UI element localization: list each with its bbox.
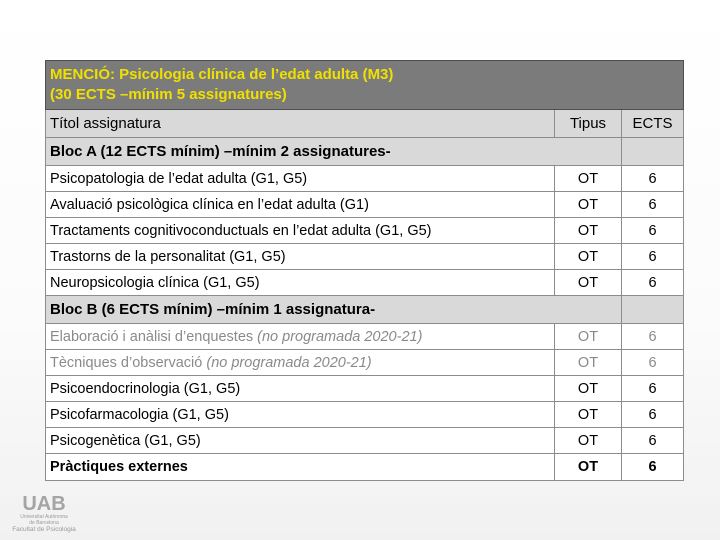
- course-type: OT: [555, 218, 622, 244]
- course-ects: 6: [622, 270, 684, 296]
- bloc-b-label: Bloc B (6 ECTS mínim) –mínim 1 assignatura-: [46, 296, 622, 324]
- uab-logo-line2: de Barcelona: [29, 520, 59, 526]
- table-title-row: [46, 61, 684, 110]
- header-type: Tipus: [555, 110, 622, 138]
- course-type: OT: [555, 244, 622, 270]
- course-name-text: Elaboració i anàlisi d’enquestes: [50, 328, 258, 345]
- table-row: [46, 218, 684, 244]
- header-subject: Títol assignatura: [46, 110, 555, 138]
- bloc-b-row: [46, 296, 684, 324]
- uab-logo-mark: UAB: [22, 493, 66, 515]
- table-row: [46, 428, 684, 454]
- course-name: Psicopatologia de l’edat adulta (G1, G5): [46, 166, 555, 192]
- course-ects: 6: [622, 244, 684, 270]
- course-ects: 6: [622, 402, 684, 428]
- course-ects: 6: [622, 218, 684, 244]
- uab-logo: [10, 494, 78, 534]
- course-name-text: Tècniques d’observació: [50, 354, 207, 371]
- course-type: OT: [555, 350, 622, 376]
- table-row: [46, 166, 684, 192]
- course-note: (no programada 2020-21): [257, 328, 423, 345]
- table-row: [46, 324, 684, 350]
- course-type: OT: [555, 324, 622, 350]
- table-row: [46, 402, 684, 428]
- bloc-a-blank: [622, 138, 684, 166]
- course-name: Psicoendocrinologia (G1, G5): [46, 376, 555, 402]
- course-name: [46, 324, 555, 350]
- course-type: OT: [555, 166, 622, 192]
- course-name: Psicogenètica (G1, G5): [46, 428, 555, 454]
- course-name: [46, 350, 555, 376]
- uab-logo-line1: Universitat Autònoma: [20, 514, 68, 520]
- table-header-row: [46, 110, 684, 138]
- course-name: Pràctiques externes: [46, 454, 555, 481]
- course-type: OT: [555, 428, 622, 454]
- course-name: Psicofarmacologia (G1, G5): [46, 402, 555, 428]
- course-note: (no programada 2020-21): [206, 354, 372, 371]
- course-ects: 6: [622, 324, 684, 350]
- bloc-a-label: Bloc A (12 ECTS mínim) –mínim 2 assignatures-: [46, 138, 622, 166]
- uab-logo-faculty: Facultat de Psicologia: [12, 526, 76, 533]
- table-row: [46, 454, 684, 481]
- course-ects: 6: [622, 376, 684, 402]
- course-type: OT: [555, 376, 622, 402]
- course-ects: 6: [622, 192, 684, 218]
- course-ects: 6: [622, 350, 684, 376]
- course-ects: 6: [622, 428, 684, 454]
- table-row: [46, 192, 684, 218]
- table-row: [46, 376, 684, 402]
- mention-title: MENCIÓ: Psicologia clínica de l’edat adulta (M3): [50, 66, 394, 83]
- course-name: Tractaments cognitivoconductuals en l’edat adulta (G1, G5): [46, 218, 555, 244]
- course-type: OT: [555, 454, 622, 481]
- course-type: OT: [555, 270, 622, 296]
- course-type: OT: [555, 192, 622, 218]
- table-title-cell: [46, 61, 684, 110]
- course-ects: 6: [622, 166, 684, 192]
- mention-subtitle: (30 ECTS –mínim 5 assignatures): [50, 86, 287, 103]
- course-name: Neuropsicologia clínica (G1, G5): [46, 270, 555, 296]
- course-type: OT: [555, 402, 622, 428]
- course-name: Avaluació psicològica clínica en l’edat adulta (G1): [46, 192, 555, 218]
- table-row: [46, 270, 684, 296]
- courses-table: [45, 60, 684, 481]
- bloc-a-row: [46, 138, 684, 166]
- table-row: [46, 350, 684, 376]
- course-ects: 6: [622, 454, 684, 481]
- bloc-b-blank: [622, 296, 684, 324]
- header-ects: ECTS: [622, 110, 684, 138]
- table-row: [46, 244, 684, 270]
- course-name: Trastorns de la personalitat (G1, G5): [46, 244, 555, 270]
